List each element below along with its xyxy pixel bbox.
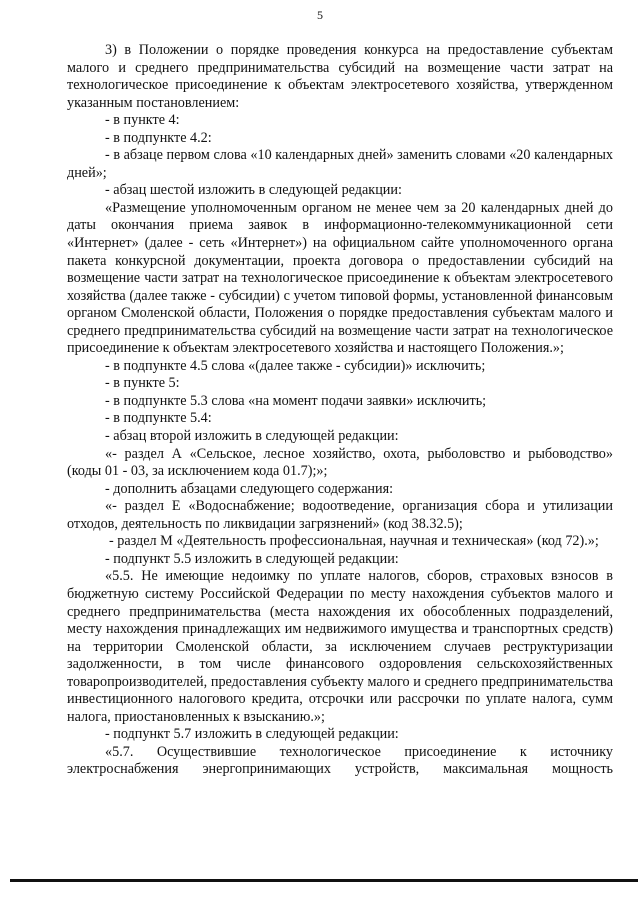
- paragraph-5-7-text: «5.7. Осуществившие технологическое присоединение к источнику электроснабжения энергопринимающих устройств, максимальная мощность: [67, 743, 613, 778]
- paragraph-5-5-text: «5.5. Не имеющие недоимку по уплате налогов, сборов, страховых взносов в бюджетную систему Российской Федерации по месту нахождения субъектов малого и среднего предпринимательства (места нахождения их обособленных подразделений, месту нахождения принадлежащих им недвижимого имущества и транспортных средств) на территории Смоленской области, за исключением случаев реструктуризации задолженности, в том числе финансового оздоровления сельскохозяйственных товаропроизводителей, предоставления субъекту малого и среднего предпринимательства инвестиционного налогового кредита, отсрочки или рассрочки по уплате налога, сумм налога, приостановленных к взысканию.»;: [67, 568, 613, 725]
- paragraph-second-abzac: - абзац второй изложить в следующей редакции:: [105, 428, 399, 445]
- paragraph-section-m: - раздел М «Деятельность профессиональная, научная и техническая» (код 72).»;: [109, 533, 599, 550]
- paragraph-subclause-4-5: - в подпункте 4.5 слова «(далее также - субсидии)» исключить;: [105, 357, 486, 374]
- paragraph-subclause-5-5: - подпункт 5.5 изложить в следующей редакции:: [105, 550, 399, 567]
- paragraph-clause-5: - в пункте 5:: [105, 375, 180, 392]
- page-number: 5: [317, 8, 323, 22]
- paragraph-subclause-4-2: - в подпункте 4.2:: [105, 129, 212, 146]
- paragraph-item-3: 3) в Положении о порядке проведения конкурса на предоставление субъектам малого и среднего предпринимательства субсидий на возмещение части затрат на технологическое присоединение к объектам электросетевого хозяйства, утвержденном указанным постановлением:: [67, 42, 613, 111]
- paragraph-subclause-5-7: - подпункт 5.7 изложить в следующей редакции:: [105, 726, 399, 743]
- paragraph-sixth-abzac: - абзац шестой изложить в следующей редакции:: [105, 182, 402, 199]
- document-body: [67, 42, 613, 779]
- paragraph-clause-4: - в пункте 4:: [105, 112, 180, 129]
- paragraph-add-abzacs: - дополнить абзацами следующего содержания:: [105, 480, 394, 497]
- paragraph-replace-days: - в абзаце первом слова «10 календарных дней» заменить словами «20 календарных дней»;: [67, 147, 613, 181]
- bottom-rule: [10, 879, 638, 882]
- paragraph-section-e: «- раздел Е «Водоснабжение; водоотведение, организация сбора и утилизации отходов, деятельность по ликвидации загрязнений» (код 38.32.5);: [67, 498, 613, 532]
- paragraph-section-a: «- раздел А «Сельское, лесное хозяйство, охота, рыболовство и рыбоводство» (коды 01 - 03, за исключением кода 01.7);»;: [67, 445, 613, 480]
- paragraph-placement-text: «Размещение уполномоченным органом не менее чем за 20 календарных дней до даты окончания приема заявок в информационно-телекоммуникационной сети «Интернет» (далее - сеть «Интернет») на официальном сайте уполномоченного органа пакета конкурсной документации, проекта договора о предоставлении субсидий на возмещение части затрат на технологическое присоединение к объектам электросетевого хозяйства (далее также - субсидии) с учетом типовой формы, установленной финансовым органом Смоленской области, Положения о порядке предоставления субъектам малого и среднего предпринимательства субсидий на возмещение части затрат на технологическое присоединение к объектам электросетевого хозяйства и настоящего Положения.»;: [67, 199, 613, 357]
- paragraph-subclause-5-3: - в подпункте 5.3 слова «на момент подачи заявки» исключить;: [105, 392, 487, 409]
- paragraph-subclause-5-4: - в подпункте 5.4:: [105, 410, 212, 427]
